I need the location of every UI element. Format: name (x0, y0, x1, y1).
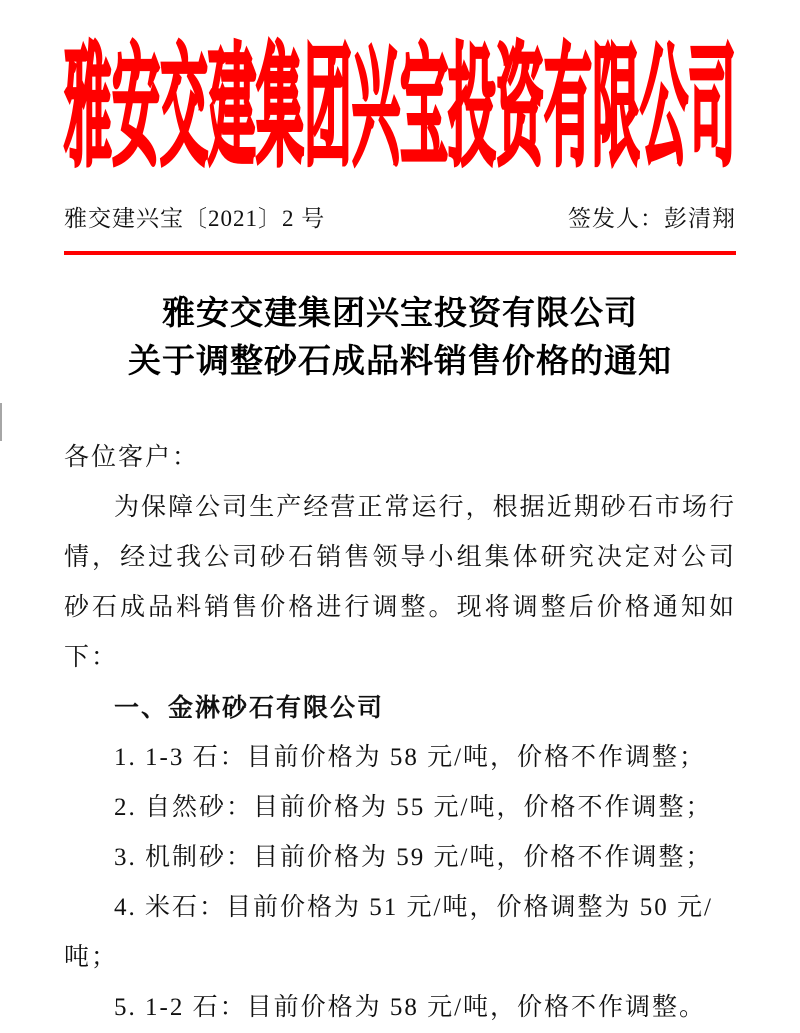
price-item-4: 4. 米石：目前价格为 51 元/吨，价格调整为 50 元/吨； (64, 893, 713, 971)
document-title (64, 291, 736, 387)
price-item-1: 1. 1-3 石：目前价格为 58 元/吨，价格不作调整； (114, 743, 707, 771)
title-line-2: 关于调整砂石成品料销售价格的通知 (128, 343, 672, 380)
section-heading: 一、金淋砂石有限公司 (114, 693, 385, 722)
issuer-name: 彭清翔 (664, 206, 736, 231)
doc-meta-row (64, 200, 736, 233)
doc-number: 雅交建兴宝〔2021〕2 号 (64, 206, 326, 231)
intro-paragraph: 为保障公司生产经营正常运行，根据近期砂石市场行情，经过我公司砂石销售领导小组集体研究决定对公司砂石成品料销售价格进行调整。现将调整后价格通知如下： (64, 493, 736, 671)
title-line-1: 雅安交建集团兴宝投资有限公司 (162, 296, 638, 332)
issuer-label: 签发人： (568, 206, 664, 231)
document-page (0, 20, 800, 1033)
company-name-header: 雅安交建集团兴宝投资有限公司 (64, 36, 737, 183)
issuer (568, 200, 736, 233)
price-item-3: 3. 机制砂：目前价格为 59 元/吨，价格不作调整； (114, 843, 713, 871)
salutation: 各位客户： (64, 443, 200, 471)
red-divider (64, 251, 736, 255)
price-item-2: 2. 自然砂：目前价格为 55 元/吨，价格不作调整； (114, 793, 713, 821)
document-body (64, 433, 736, 1033)
letterhead (64, 20, 737, 183)
price-item-5: 5. 1-2 石：目前价格为 58 元/吨，价格不作调整。 (114, 993, 707, 1021)
